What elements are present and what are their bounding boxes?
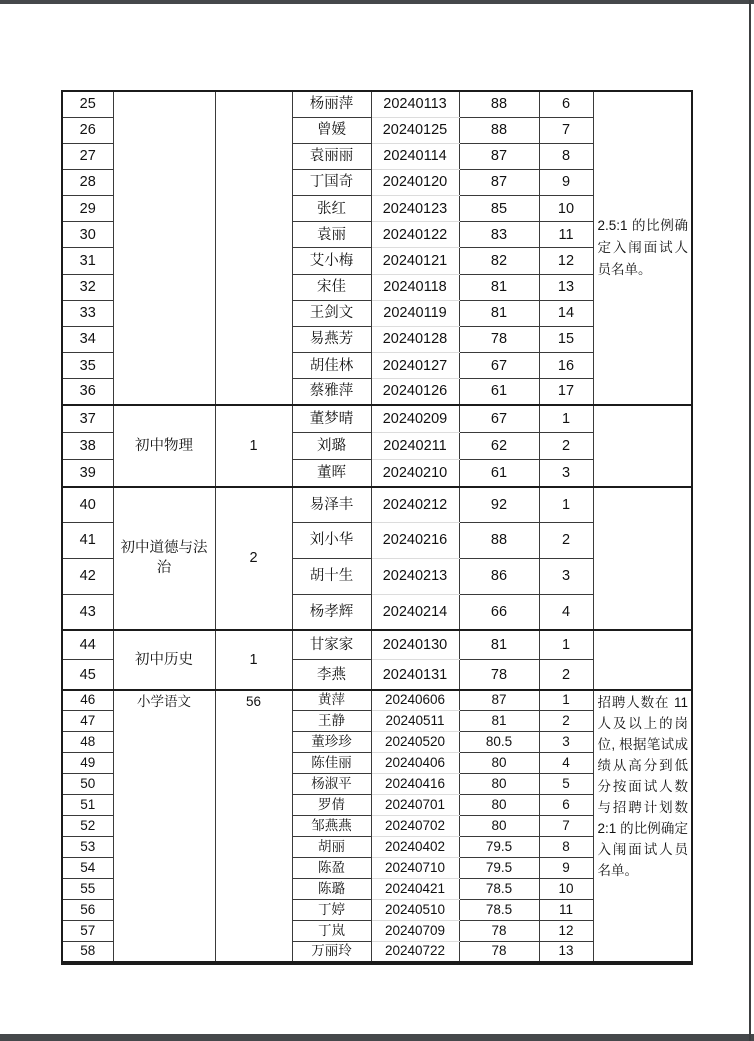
name-cell: 陈盈 [292,858,371,879]
subject-cell: 初中物理 [113,405,215,487]
exam-id-cell: 20240701 [371,795,459,816]
score-cell: 78 [459,660,539,690]
name-cell: 易泽丰 [292,487,371,523]
name-cell: 邹燕燕 [292,816,371,837]
name-cell: 刘小华 [292,523,371,559]
name-cell: 曾媛 [292,117,371,143]
score-cell: 88 [459,91,539,117]
name-cell: 丁国奇 [292,169,371,195]
exam-id-cell: 20240416 [371,774,459,795]
score-cell: 87 [459,690,539,711]
subject-cell [113,91,215,405]
table-row [62,405,692,432]
exam-id-cell: 20240406 [371,753,459,774]
rank-cell: 2 [539,523,593,559]
name-cell: 杨丽萍 [292,91,371,117]
exam-id-cell: 20240209 [371,405,459,432]
page-edge-top [0,0,754,4]
exam-id-cell: 20240511 [371,711,459,732]
row-number-cell: 42 [62,558,113,594]
row-number-cell: 58 [62,942,113,963]
rank-cell: 4 [539,594,593,630]
exam-id-cell: 20240520 [371,732,459,753]
row-number-cell: 30 [62,222,113,248]
row-number-cell: 31 [62,248,113,274]
exam-id-cell: 20240114 [371,143,459,169]
score-cell: 80 [459,774,539,795]
table-row [62,690,692,711]
name-cell: 丁婷 [292,900,371,921]
score-cell: 61 [459,379,539,405]
rank-cell: 13 [539,942,593,963]
score-cell: 67 [459,353,539,379]
row-number-cell: 48 [62,732,113,753]
row-number-cell: 28 [62,169,113,195]
exam-id-cell: 20240120 [371,169,459,195]
row-number-cell: 38 [62,432,113,459]
rank-cell: 17 [539,379,593,405]
score-cell: 78.5 [459,879,539,900]
row-number-cell: 57 [62,921,113,942]
rank-cell: 8 [539,837,593,858]
name-cell: 袁丽 [292,222,371,248]
exam-id-cell: 20240510 [371,900,459,921]
exam-id-cell: 20240128 [371,326,459,352]
page-edge-bottom [0,1034,754,1041]
row-number-cell: 54 [62,858,113,879]
score-cell: 88 [459,523,539,559]
rank-cell: 2 [539,432,593,459]
row-number-cell: 29 [62,196,113,222]
name-cell: 王剑文 [292,300,371,326]
subject-cell: 初中道德与法治 [113,487,215,630]
table-row [62,91,692,117]
row-number-cell: 44 [62,630,113,660]
row-number-cell: 32 [62,274,113,300]
recruitment-results-table [61,90,693,965]
exam-id-cell: 20240210 [371,460,459,487]
table-row [62,487,692,523]
row-number-cell: 35 [62,353,113,379]
name-cell: 董晖 [292,460,371,487]
exam-id-cell: 20240130 [371,630,459,660]
row-number-cell: 41 [62,523,113,559]
count-cell: 2 [215,487,292,630]
rank-cell: 2 [539,711,593,732]
rank-cell: 7 [539,816,593,837]
row-number-cell: 37 [62,405,113,432]
subject-cell: 小学语文 [113,690,215,963]
score-cell: 92 [459,487,539,523]
name-cell: 艾小梅 [292,248,371,274]
name-cell: 易燕芳 [292,326,371,352]
name-cell: 李燕 [292,660,371,690]
name-cell: 董珍珍 [292,732,371,753]
exam-id-cell: 20240722 [371,942,459,963]
row-number-cell: 25 [62,91,113,117]
rank-cell: 10 [539,196,593,222]
row-number-cell: 50 [62,774,113,795]
exam-id-cell: 20240702 [371,816,459,837]
exam-id-cell: 20240606 [371,690,459,711]
rank-cell: 1 [539,690,593,711]
score-cell: 66 [459,594,539,630]
name-cell: 杨孝辉 [292,594,371,630]
remark-cell [593,487,692,630]
exam-id-cell: 20240123 [371,196,459,222]
row-number-cell: 26 [62,117,113,143]
name-cell: 陈佳丽 [292,753,371,774]
exam-id-cell: 20240118 [371,274,459,300]
count-cell [215,91,292,405]
exam-id-cell: 20240131 [371,660,459,690]
rank-cell: 12 [539,921,593,942]
row-number-cell: 51 [62,795,113,816]
rank-cell: 3 [539,460,593,487]
count-cell: 1 [215,630,292,690]
score-cell: 79.5 [459,858,539,879]
row-number-cell: 27 [62,143,113,169]
count-cell: 1 [215,405,292,487]
name-cell: 胡十生 [292,558,371,594]
exam-id-cell: 20240125 [371,117,459,143]
rank-cell: 5 [539,774,593,795]
exam-id-cell: 20240214 [371,594,459,630]
score-cell: 78 [459,921,539,942]
name-cell: 甘家家 [292,630,371,660]
row-number-cell: 52 [62,816,113,837]
score-cell: 80.5 [459,732,539,753]
name-cell: 蔡雅萍 [292,379,371,405]
count-cell: 56 [215,690,292,963]
rank-cell: 1 [539,630,593,660]
rank-cell: 1 [539,405,593,432]
name-cell: 宋佳 [292,274,371,300]
score-cell: 81 [459,711,539,732]
row-number-cell: 46 [62,690,113,711]
rank-cell: 1 [539,487,593,523]
page-edge-right [749,0,751,1041]
score-cell: 81 [459,630,539,660]
row-number-cell: 55 [62,879,113,900]
score-cell: 83 [459,222,539,248]
rank-cell: 8 [539,143,593,169]
rank-cell: 4 [539,753,593,774]
exam-id-cell: 20240216 [371,523,459,559]
rank-cell: 16 [539,353,593,379]
name-cell: 杨淑平 [292,774,371,795]
name-cell: 万丽玲 [292,942,371,963]
exam-id-cell: 20240709 [371,921,459,942]
score-cell: 80 [459,816,539,837]
row-number-cell: 33 [62,300,113,326]
rank-cell: 3 [539,558,593,594]
name-cell: 陈璐 [292,879,371,900]
rank-cell: 11 [539,222,593,248]
remark-cell: 2.5:1 的比例确定入闱面试人员名单。 [593,91,692,405]
score-cell: 81 [459,274,539,300]
row-number-cell: 47 [62,711,113,732]
remark-cell [593,630,692,690]
name-cell: 胡丽 [292,837,371,858]
score-cell: 78 [459,326,539,352]
exam-id-cell: 20240710 [371,858,459,879]
rank-cell: 15 [539,326,593,352]
score-cell: 67 [459,405,539,432]
score-cell: 81 [459,300,539,326]
rank-cell: 13 [539,274,593,300]
rank-cell: 6 [539,91,593,117]
name-cell: 张红 [292,196,371,222]
rank-cell: 11 [539,900,593,921]
name-cell: 罗倩 [292,795,371,816]
score-cell: 62 [459,432,539,459]
score-cell: 80 [459,753,539,774]
exam-id-cell: 20240122 [371,222,459,248]
row-number-cell: 45 [62,660,113,690]
score-cell: 87 [459,169,539,195]
score-cell: 61 [459,460,539,487]
remark-cell: 招聘人数在 11 人及以上的岗位, 根据笔试成绩从高分到低分按面试人数与招聘计划数 2:1 的比例确定入闱面试人员名单。 [593,690,692,963]
exam-id-cell: 20240212 [371,487,459,523]
name-cell: 丁岚 [292,921,371,942]
rank-cell: 2 [539,660,593,690]
rank-cell: 6 [539,795,593,816]
subject-cell: 初中历史 [113,630,215,690]
exam-id-cell: 20240121 [371,248,459,274]
name-cell: 黄萍 [292,690,371,711]
exam-id-cell: 20240402 [371,837,459,858]
score-cell: 86 [459,558,539,594]
row-number-cell: 56 [62,900,113,921]
row-number-cell: 40 [62,487,113,523]
exam-id-cell: 20240119 [371,300,459,326]
row-number-cell: 39 [62,460,113,487]
exam-id-cell: 20240421 [371,879,459,900]
table-row [62,630,692,660]
score-cell: 78 [459,942,539,963]
row-number-cell: 34 [62,326,113,352]
exam-id-cell: 20240126 [371,379,459,405]
exam-id-cell: 20240211 [371,432,459,459]
name-cell: 胡佳林 [292,353,371,379]
rank-cell: 7 [539,117,593,143]
name-cell: 袁丽丽 [292,143,371,169]
exam-id-cell: 20240113 [371,91,459,117]
rank-cell: 9 [539,858,593,879]
rank-cell: 12 [539,248,593,274]
score-cell: 88 [459,117,539,143]
score-cell: 78.5 [459,900,539,921]
rank-cell: 10 [539,879,593,900]
rank-cell: 9 [539,169,593,195]
score-cell: 80 [459,795,539,816]
name-cell: 王静 [292,711,371,732]
rank-cell: 3 [539,732,593,753]
score-cell: 79.5 [459,837,539,858]
exam-id-cell: 20240213 [371,558,459,594]
row-number-cell: 36 [62,379,113,405]
name-cell: 董梦晴 [292,405,371,432]
rank-cell: 14 [539,300,593,326]
name-cell: 刘璐 [292,432,371,459]
remark-cell [593,405,692,487]
score-cell: 87 [459,143,539,169]
exam-id-cell: 20240127 [371,353,459,379]
score-cell: 82 [459,248,539,274]
score-cell: 85 [459,196,539,222]
results-table-body [62,91,692,963]
row-number-cell: 43 [62,594,113,630]
row-number-cell: 49 [62,753,113,774]
row-number-cell: 53 [62,837,113,858]
